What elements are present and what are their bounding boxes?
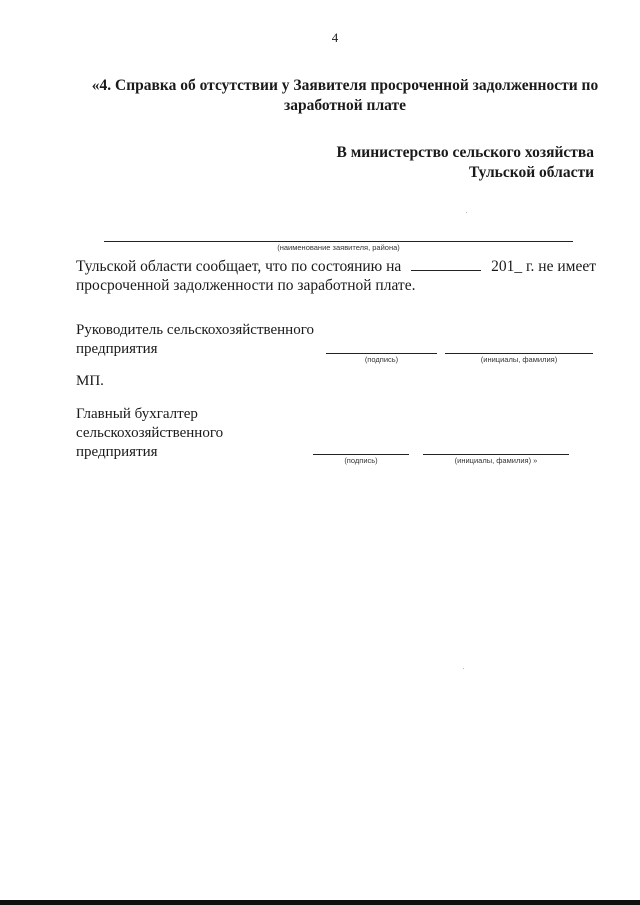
addressee [337, 143, 594, 183]
accountant-signature-caption: (подпись) [344, 456, 378, 465]
addressee-line-1: В министерство сельского хозяйства [336, 144, 594, 161]
statement-text [76, 257, 596, 295]
addressee-line-2: Тульской области [469, 164, 594, 181]
date-blank [411, 270, 481, 271]
statement-part-1: Тульской области сообщает, что по состоянию на [76, 258, 402, 275]
accountant-signature-line [313, 454, 409, 455]
accountant-name-caption: (инициалы, фамилия) » [454, 456, 538, 465]
head-signature-caption: (подпись) [364, 355, 399, 364]
statement-line-2: просроченной задолженности по заработной плате. [76, 277, 416, 294]
head-line-2: предприятия [76, 341, 158, 357]
head-signature-line [326, 353, 437, 354]
page-number: 4 [331, 30, 339, 45]
applicant-name-caption: (наименование заявителя, района) [277, 243, 400, 252]
head-name-line [445, 353, 593, 354]
head-line-1: Руководитель сельскохозяйственного [76, 322, 314, 338]
scan-edge [0, 900, 640, 905]
head-title [76, 321, 314, 359]
accountant-line-2: сельскохозяйственного [76, 425, 224, 441]
stamp-mark: МП. [76, 373, 104, 389]
accountant-line-1: Главный бухгалтер [76, 406, 198, 422]
statement-year: 201_ г. не имеет [491, 258, 596, 275]
accountant-name-line [423, 454, 569, 455]
document-title: «4. Справка об отсутствии у Заявителя просроченной задолженности по заработной плате [91, 77, 599, 114]
scan-speck [466, 212, 467, 213]
accountant-title [76, 405, 223, 462]
scan-speck [463, 668, 464, 669]
accountant-line-3: предприятия [76, 444, 158, 460]
head-name-caption: (инициалы, фамилия) [480, 355, 558, 364]
applicant-name-line [104, 241, 573, 242]
